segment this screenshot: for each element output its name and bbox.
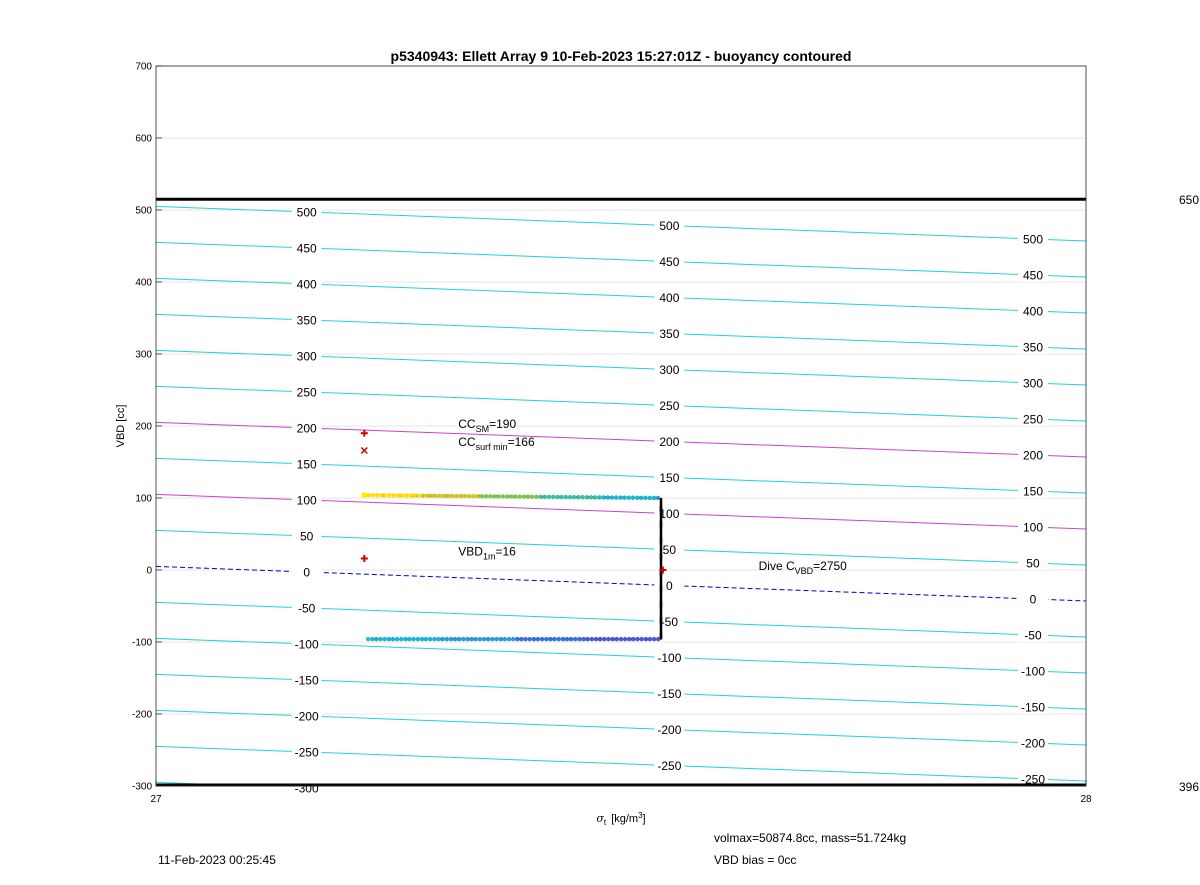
trace-point [652,637,656,641]
footer-datetime: 11-Feb-2023 00:25:45 [158,853,276,867]
x-tick-label: 27 [150,794,162,805]
contour-label: -150 [294,673,319,688]
trace-point [619,637,623,641]
trace-point [606,495,610,499]
contour-label: 350 [659,326,680,341]
trace-point [602,637,606,641]
trace-point [622,495,626,499]
trace-point [490,637,494,641]
trace-point [648,637,652,641]
trace-point [635,496,639,500]
contour-label: -250 [1020,772,1046,787]
trace-point [475,494,479,498]
trace-point [523,637,527,641]
trace-point [496,494,500,498]
trace-point [378,637,382,641]
contour-label: 350 [1022,340,1044,355]
contour-label: -150 [1020,700,1046,715]
trace-point [445,637,449,641]
trace-point [469,637,473,641]
vbd-max-label: 650 [1178,193,1199,208]
trace-point [403,637,407,641]
trace-point [615,637,619,641]
trace-point [399,637,403,641]
trace-point [463,494,467,498]
annotation: $VBD_{1m}=16$ [458,544,516,562]
contour-label: -50 [297,601,316,616]
trace-point [610,495,614,499]
contour-label: 500 [659,218,680,233]
trace-point [513,494,517,498]
trace-point [631,496,635,500]
contour-label: 100 [296,493,317,508]
trace-point [396,493,400,497]
trace-point [478,637,482,641]
trace-point [498,637,502,641]
contour-label: -200 [1020,736,1046,751]
trace-point [407,637,411,641]
contour-label: 0 [1029,592,1037,607]
trace-point [411,637,415,641]
trace-point [631,637,635,641]
trace-point [471,494,475,498]
trace-point [438,494,442,498]
trace-point [594,637,598,641]
trace-point [474,637,478,641]
trace-point [382,637,386,641]
trace-point [627,496,631,500]
trace-point [552,637,556,641]
trace-point [505,494,509,498]
trace-point [519,637,523,641]
trace-point [383,493,387,497]
trace-point [511,637,515,641]
trace-point [601,495,605,499]
chart-title: p5340943: Ellett Array 9 10-Feb-2023 15:27:01Z - buoyancy contoured [390,48,852,64]
trace-point [416,637,420,641]
contour-label: 50 [299,529,314,544]
trace-point [557,637,561,641]
trace-point [465,637,469,641]
trace-point [446,494,450,498]
trace-point [449,637,453,641]
trace-point [576,495,580,499]
trace-point [486,637,490,641]
trace-point [454,494,458,498]
trace-point [433,494,437,498]
y-axis-label: VBD [cc] [115,404,127,448]
trace-point [551,495,555,499]
trace-point [526,495,530,499]
contour-label: 500 [1022,232,1044,247]
trace-point [643,496,647,500]
trace-point [392,493,396,497]
trace-point [453,637,457,641]
trace-point [618,495,622,499]
contour-label: 150 [659,470,680,485]
contour-label: 150 [296,457,317,472]
trace-point [652,496,656,500]
trace-point [467,494,471,498]
trace-point [507,637,511,641]
trace-point [501,494,505,498]
trace-point [572,495,576,499]
annotation: $CC_{surf min}=166$ [458,435,535,453]
trace-point [623,637,627,641]
contour-label: -250 [294,745,319,760]
trace-point [532,637,536,641]
footer-vbd-bias: VBD bias = 0cc [714,853,797,867]
y-tick-label: 400 [135,277,152,289]
contour-label: 450 [1022,268,1044,283]
contour-label: 300 [1022,376,1044,391]
trace-point [366,637,370,641]
trace-point [492,494,496,498]
contour-label: 250 [296,385,317,400]
contour-label: 300 [296,349,317,364]
trace-point [573,637,577,641]
trace-point [547,495,551,499]
trace-point [639,496,643,500]
annotation: $CC_{SM}=190$ [458,417,517,435]
trace-point [371,493,375,497]
trace-point [450,494,454,498]
trace-start [361,492,367,498]
y-tick-label: 300 [135,349,152,361]
contour-label: 300 [659,362,680,377]
trace-point [544,637,548,641]
trace-point [480,494,484,498]
trace-point [593,495,597,499]
trace-point [517,494,521,498]
trace-point [404,493,408,497]
trace-point [484,494,488,498]
trace-point [400,493,404,497]
trace-point [442,494,446,498]
trace-point [627,637,631,641]
trace-point [543,495,547,499]
y-tick-label: 200 [135,421,152,433]
trace-point [569,637,573,641]
trace-point [412,493,416,497]
trace-point [425,494,429,498]
x-tick-label: 28 [1080,794,1092,805]
contour-label: -100 [1020,664,1046,679]
trace-point [482,637,486,641]
contour-label: -200 [657,722,682,737]
trace-point [440,637,444,641]
trace-point [606,637,610,641]
y-tick-label: 500 [135,205,152,217]
y-tick-label: 0 [146,565,152,577]
contour-label: 100 [1022,520,1044,535]
trace-point [503,637,507,641]
contour-label: 500 [296,205,317,220]
trace-point [597,495,601,499]
trace-point [598,637,602,641]
y-tick-label: 600 [135,133,152,145]
y-tick-label: -300 [131,781,152,793]
trace-point [515,637,519,641]
contour-label: 200 [1022,448,1044,463]
x-axis-label: $\sigma_t$ $[kg/m^3]$ [596,811,646,827]
y-tick-label: 700 [135,61,152,73]
contour-label: -50 [660,614,679,629]
trace-point [534,495,538,499]
trace-point [540,637,544,641]
trace-point [488,494,492,498]
contour-label: 400 [659,290,680,305]
contour-label: 50 [1026,556,1040,571]
contour-label: 200 [659,434,680,449]
trace-point [639,637,643,641]
trace-point [387,637,391,641]
trace-point [528,637,532,641]
trace-point [428,637,432,641]
trace-point [370,637,374,641]
contour-label: 0 [666,578,673,593]
trace-point [391,637,395,641]
contour-label: -50 [1024,628,1042,643]
trace-point [387,493,391,497]
contour-label: 350 [296,313,317,328]
trace-point [586,637,590,641]
trace-point [590,637,594,641]
footer-volmax: volmax=50874.8cc, mass=51.724kg [714,831,907,845]
contour-label: -100 [657,650,682,665]
trace-point [538,495,542,499]
contour-label: -300 [294,781,319,796]
trace-point [429,494,433,498]
contour-label: 200 [296,421,317,436]
trace-point [648,496,652,500]
trace-point [509,494,513,498]
trace-point [421,493,425,497]
contour-label: 0 [303,565,311,580]
trace-point [379,493,383,497]
annotation: Dive $C_{VBD}=2750$ [758,559,847,576]
trace-point [610,637,614,641]
trace-point [565,637,569,641]
contour-label: 250 [659,398,680,413]
trace-point [417,493,421,497]
y-tick-label: -200 [131,709,152,721]
trace-point [555,495,559,499]
trace-point [614,495,618,499]
contour-label: -200 [294,709,319,724]
trace-point [530,495,534,499]
contour-label: 100 [659,506,680,521]
trace-point [536,637,540,641]
y-tick-label: -100 [131,637,152,649]
trace-point [585,495,589,499]
trace-point [494,637,498,641]
trace-point [395,637,399,641]
trace-point [432,637,436,641]
trace-point [457,637,461,641]
trace-point [461,637,465,641]
contour-label: 150 [1022,484,1044,499]
trace-point [436,637,440,641]
contour-label: 250 [1022,412,1044,427]
trace-point [459,494,463,498]
trace-point [559,495,563,499]
trace-point [568,495,572,499]
contour-label: -100 [294,637,319,652]
trace-point [548,637,552,641]
trace-point [561,637,565,641]
trace-point [577,637,581,641]
trace-point [581,637,585,641]
trace-point [589,495,593,499]
trace-point [408,493,412,497]
trace-point [644,637,648,641]
trace-point [564,495,568,499]
contour-label: -150 [657,686,682,701]
y-tick-label: 100 [135,493,152,505]
trace-point [522,494,526,498]
trace-point [375,493,379,497]
trace-point [635,637,639,641]
contour-label: 400 [296,277,317,292]
contour-label: 450 [659,254,680,269]
trace-point [580,495,584,499]
vbd-min-label: 396 [1178,780,1199,794]
contour-label: -250 [657,758,682,773]
contour-label: 400 [1022,304,1044,319]
contour-label: 50 [662,542,677,557]
contour-label: 450 [296,241,317,256]
trace-point [374,637,378,641]
trace-point [424,637,428,641]
trace-point [420,637,424,641]
